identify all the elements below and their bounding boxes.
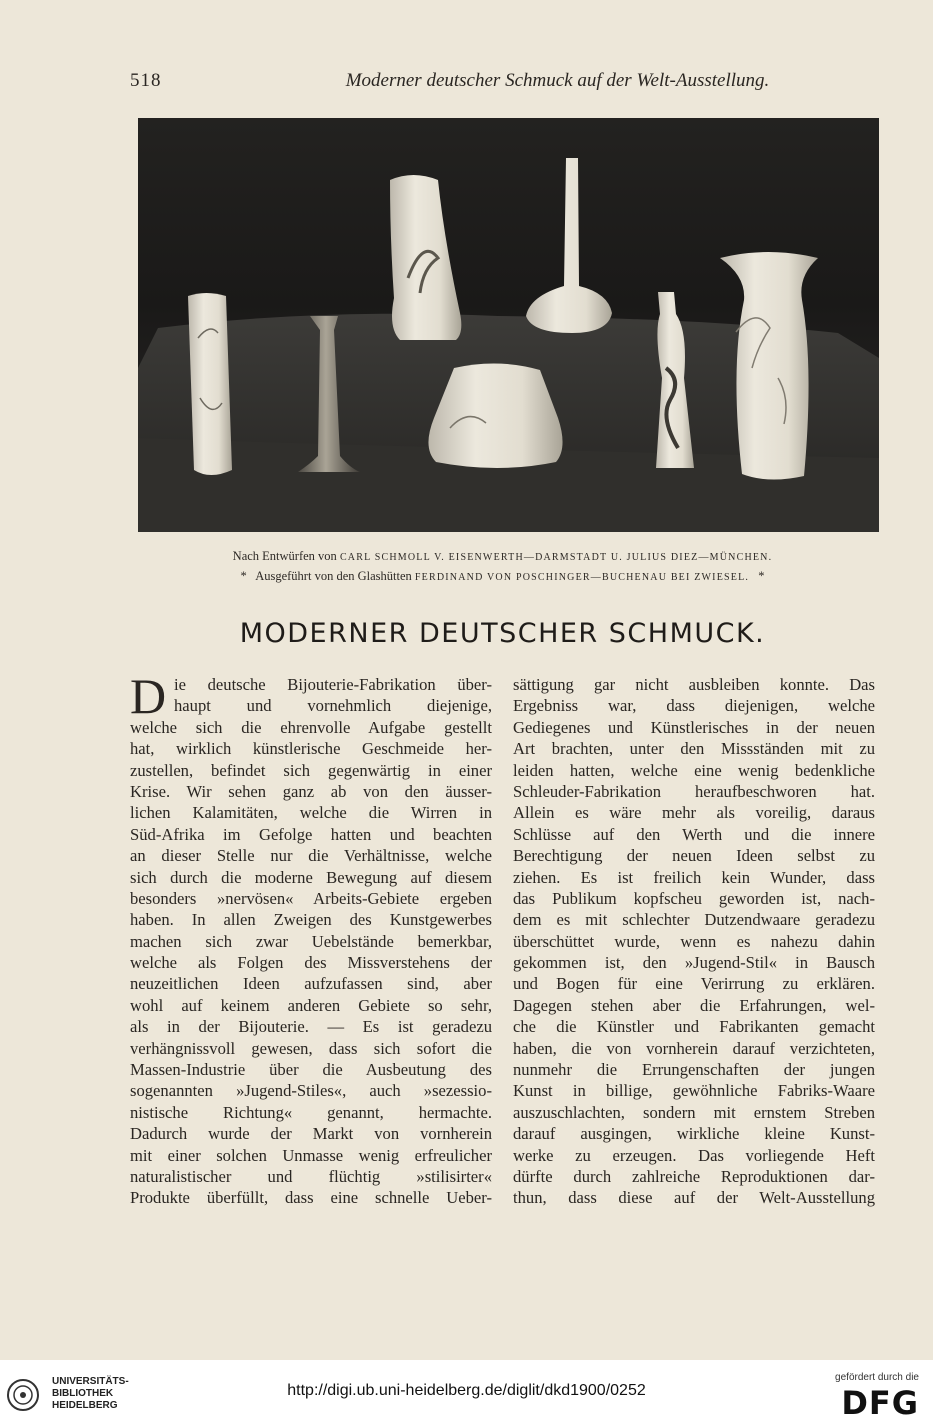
page-header: [130, 70, 875, 100]
left-text-column: [130, 668, 492, 1209]
text-line: sogenannten »Jugend-Stiles«, auch »sezessio-: [130, 1081, 492, 1101]
text-line: werke zu erzeugen. Das vorliegende Heft: [513, 1145, 875, 1165]
text-line: wohl auf keinem anderen Gebiete so sehr,: [130, 995, 492, 1015]
text-line: besonders »nervösen« Arbeits-Gebiete ergeben: [130, 888, 492, 908]
text-line: haben. In allen Zweigen des Kunstgewerbes: [130, 910, 492, 930]
text-line: Kunst in billige, gewöhnliche Fabriks-Waare: [513, 1081, 875, 1101]
library-name-line: BIBLIOTHEK: [52, 1388, 114, 1399]
text-line: Schleuder-Fabrikation heraufbeschworen hat.: [513, 781, 875, 801]
vase-photograph-drawing: [138, 118, 879, 532]
running-title: Moderner deutscher Schmuck auf der Welt-Ausstellung.: [345, 70, 770, 91]
text-line: Dadurch wurde der Markt von vornherein: [130, 1124, 492, 1144]
text-line: welche sich die ehrenvolle Aufgabe gestellt: [130, 717, 492, 737]
caption-manufacturer-names: FERDINAND VON POSCHINGER—BUCHENAU BEI ZWIESEL.: [414, 572, 750, 583]
caption-star-ornament: *: [240, 569, 247, 583]
text-line: ziehen. Es ist freilich kein Wunder, dass: [513, 867, 875, 887]
figure-caption-manufacturer: [130, 569, 875, 584]
text-line: Allein es wäre mehr als voreilig, daraus: [513, 803, 875, 823]
text-line: an dieser Stelle nur die Verhältnisse, welche: [130, 846, 492, 866]
text-line: das Publikum kopfscheu geworden ist, nach-: [513, 888, 875, 908]
library-name-line: HEIDELBERG: [52, 1400, 118, 1411]
text-line: Süd-Afrika im Gefolge hatten und beachten: [130, 824, 492, 844]
text-line: Ergebniss war, dass diejenigen, welche: [513, 696, 875, 716]
text-line: Dagegen stehen aber die Erfahrungen, wel-: [513, 995, 875, 1015]
text-line: als in der Bijouterie. — Es ist geradezu: [130, 1017, 492, 1037]
text-line: leiden hatten, welche eine wenig bedenkliche: [513, 760, 875, 780]
text-line: haupt und vornehmlich diejenige,: [174, 696, 492, 716]
text-line: Berechtigung der neuen Ideen selbst zu: [513, 846, 875, 866]
text-line: machen sich zwar Uebelstände bemerkbar,: [130, 931, 492, 951]
article-title: MODERNER DEUTSCHER SCHMUCK.: [239, 618, 766, 649]
dfg-logo: DFG: [841, 1384, 919, 1422]
cylinder-vase: [188, 293, 232, 475]
page-number: 518: [130, 70, 162, 91]
figure-caption-designers: [130, 549, 875, 564]
text-line: auszuschlachten, sondern mit ernstem Streben: [513, 1102, 875, 1122]
caption-star-ornament-end: *: [758, 569, 765, 583]
text-line: dürfte durch zahlreiche Reproduktionen dar-: [513, 1166, 875, 1186]
viewer-footer: [0, 1360, 933, 1427]
text-line: Krise. Wir sehen ganz ab von den äusser-: [130, 781, 492, 801]
text-line: nistische Richtung« genannt, hermachte.: [130, 1102, 492, 1122]
text-line: gekommen ist, den »Jugend-Stil« in Bausch: [513, 953, 875, 973]
text-line: Massen-Industrie über die Ausbeutung des: [130, 1060, 492, 1080]
vase-photograph: [138, 118, 879, 532]
funding-note: gefördert durch die: [835, 1372, 919, 1383]
text-line: Art brachten, unter den Missständen mit zu: [513, 739, 875, 759]
text-line: thun, dass diese auf der Welt-Ausstellung: [513, 1188, 875, 1208]
caption-lead-text: Nach Entwürfen von: [232, 549, 337, 563]
text-line: neuzeitlichen Ideen aufzufassen sind, aber: [130, 974, 492, 994]
text-line: zustellen, befindet sich gegenwärtig in einer: [130, 760, 492, 780]
text-line: Schlüsse auf den Werth und die innere: [513, 824, 875, 844]
caption-designer-names: CARL SCHMOLL V. EISENWERTH—DARMSTADT U. JULIUS DIEZ—MÜNCHEN.: [339, 552, 773, 563]
text-line: und Bogen für eine Verirrung zu erklären.: [513, 974, 875, 994]
text-line: mit einer solchen Unmasse wenig erfreulicher: [130, 1145, 492, 1165]
text-line: welche als Folgen des Missverstehens der: [130, 953, 492, 973]
drop-cap-letter: D: [130, 668, 167, 724]
text-line: überschüttet wurde, wenn es nahezu dahin: [513, 931, 875, 951]
text-line: Gediegenes und Künstlerisches in der neuen: [513, 717, 875, 737]
text-line: che die Künstler und Fabrikanten gemacht: [513, 1017, 875, 1037]
text-line: lichen Kalamitäten, welche die Wirren in: [130, 803, 492, 823]
text-line: ie deutsche Bijouterie-Fabrikation über-: [174, 675, 492, 694]
caption-lead-text-2: Ausgeführt von den Glashütten: [255, 569, 412, 583]
text-line: Produkte überfüllt, dass eine schnelle Ueber-: [130, 1188, 492, 1208]
source-url-link[interactable]: http://digi.ub.uni-heidelberg.de/diglit/dkd1900/0252: [287, 1382, 646, 1399]
text-line: haben, die von vornherein darauf verzichteten,: [513, 1038, 875, 1058]
text-line: dem es mit schlechter Dutzendwaare geradezu: [513, 910, 875, 930]
text-line: verhängnissvoll gewesen, dass sich sofort die: [130, 1038, 492, 1058]
library-name-line: UNIVERSITÄTS-: [52, 1376, 129, 1387]
text-line: nunmehr die Errungenschaften der jungen: [513, 1060, 875, 1080]
text-line: darauf ausgingen, wirkliche kleine Kunst-: [513, 1124, 875, 1144]
text-line: sich durch die moderne Bewegung auf diesem: [130, 867, 492, 887]
text-line: hat, wirklich künstlerische Geschmeide her-: [130, 739, 492, 759]
text-line: naturalistischer und flüchtig »stilisirter«: [130, 1166, 492, 1186]
right-text-column: [513, 674, 875, 1209]
text-line: sättigung gar nicht ausbleiben konnte. Das: [513, 675, 875, 694]
